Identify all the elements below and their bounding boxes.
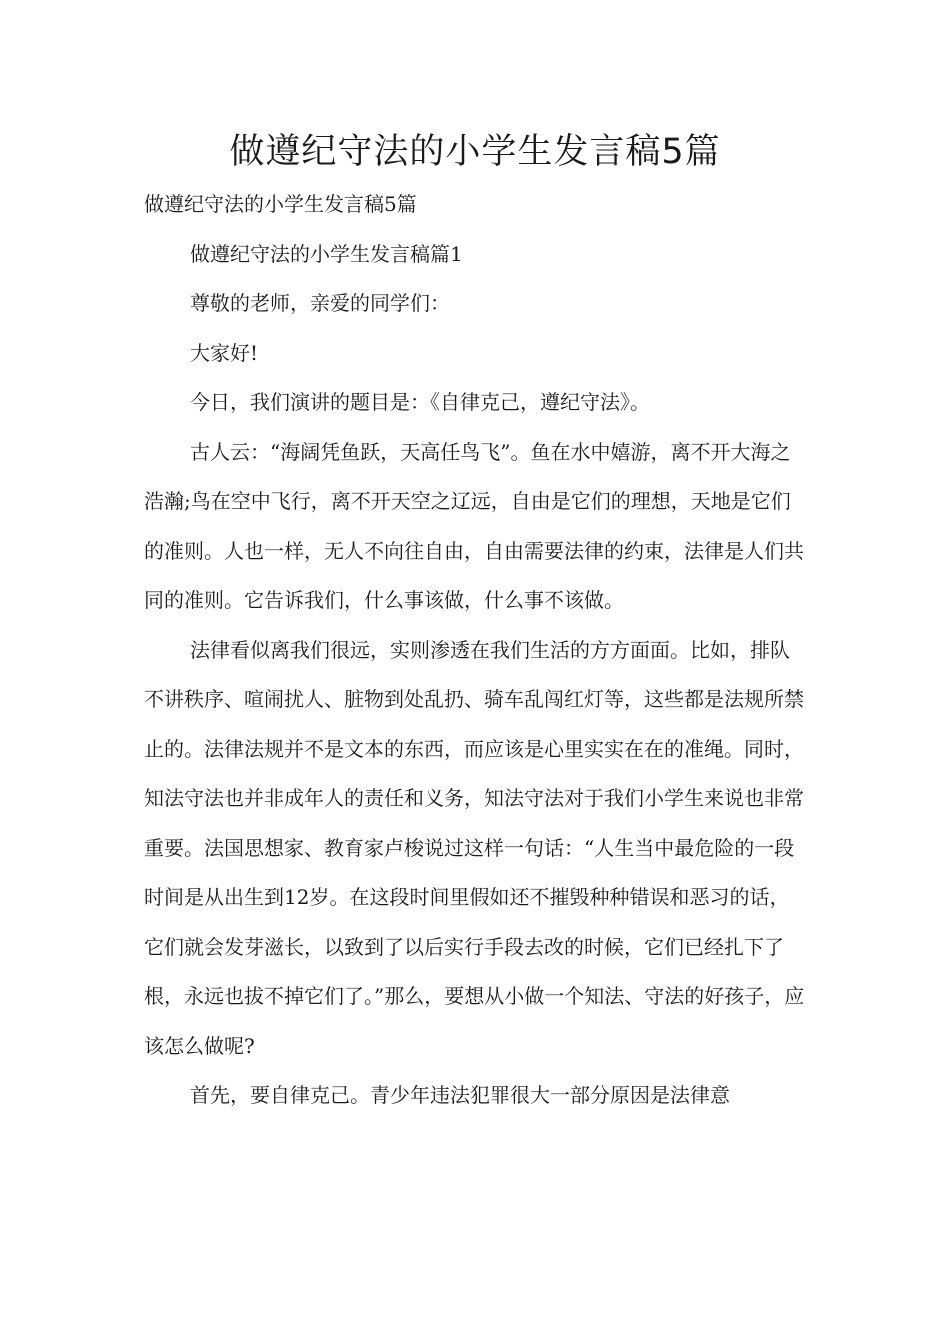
paragraph-greeting: 大家好!	[190, 340, 259, 365]
paragraph-body: 古人云：“海阔凭鱼跃，天高任鸟飞”。鱼在水中嬉游，离不开大海之浩瀚;鸟在空中飞行，离不开天空之辽远，自由是它们的理想，天地是它们的准则。人也一样，无人不向往自由，自由需要法律的约束，法律是人们共同的准则。它告诉我们，什么事该做，什么事不该做。	[144, 439, 804, 612]
paragraph-body: 法律看似离我们很远，实则渗透在我们生活的方方面面。比如，排队不讲秩序、喧闹扰人、脏物到处乱扔、骑车乱闯红灯等，这些都是法规所禁止的。法律法规并不是文本的东西，而应该是心里实实在在的准绳。同时，知法守法也并非成年人的责任和义务，知法守法对于我们小学生来说也非常重要。法国思想家、教育家卢梭说过这样一句话：“人生当中最危险的一段时间是从出生到12岁。在这段时间里假如还不摧毁种种错误和恶习的话，它们就会发芽滋长，以致到了以后实行手段去改的时候，它们已经扎下了根，永远也拔不掉它们了。”那么，要想从小做一个知法、守法的好孩子，应该怎么做呢?	[144, 637, 805, 1058]
paragraph-section-heading: 做遵纪守法的小学生发言稿篇1	[190, 241, 463, 266]
document-title: 做遵纪守法的小学生发言稿5篇	[229, 132, 721, 172]
paragraph-body: 首先，要自律克己。青少年违法犯罪很大一部分原因是法律意	[190, 1083, 730, 1107]
paragraph-salutation: 尊敬的老师，亲爱的同学们：	[190, 291, 450, 315]
paragraph-topic: 今日，我们演讲的题目是：《自律克己，遵纪守法》。	[190, 390, 650, 414]
document-body	[144, 180, 808, 1121]
document-subtitle: 做遵纪守法的小学生发言稿5篇	[144, 192, 417, 216]
